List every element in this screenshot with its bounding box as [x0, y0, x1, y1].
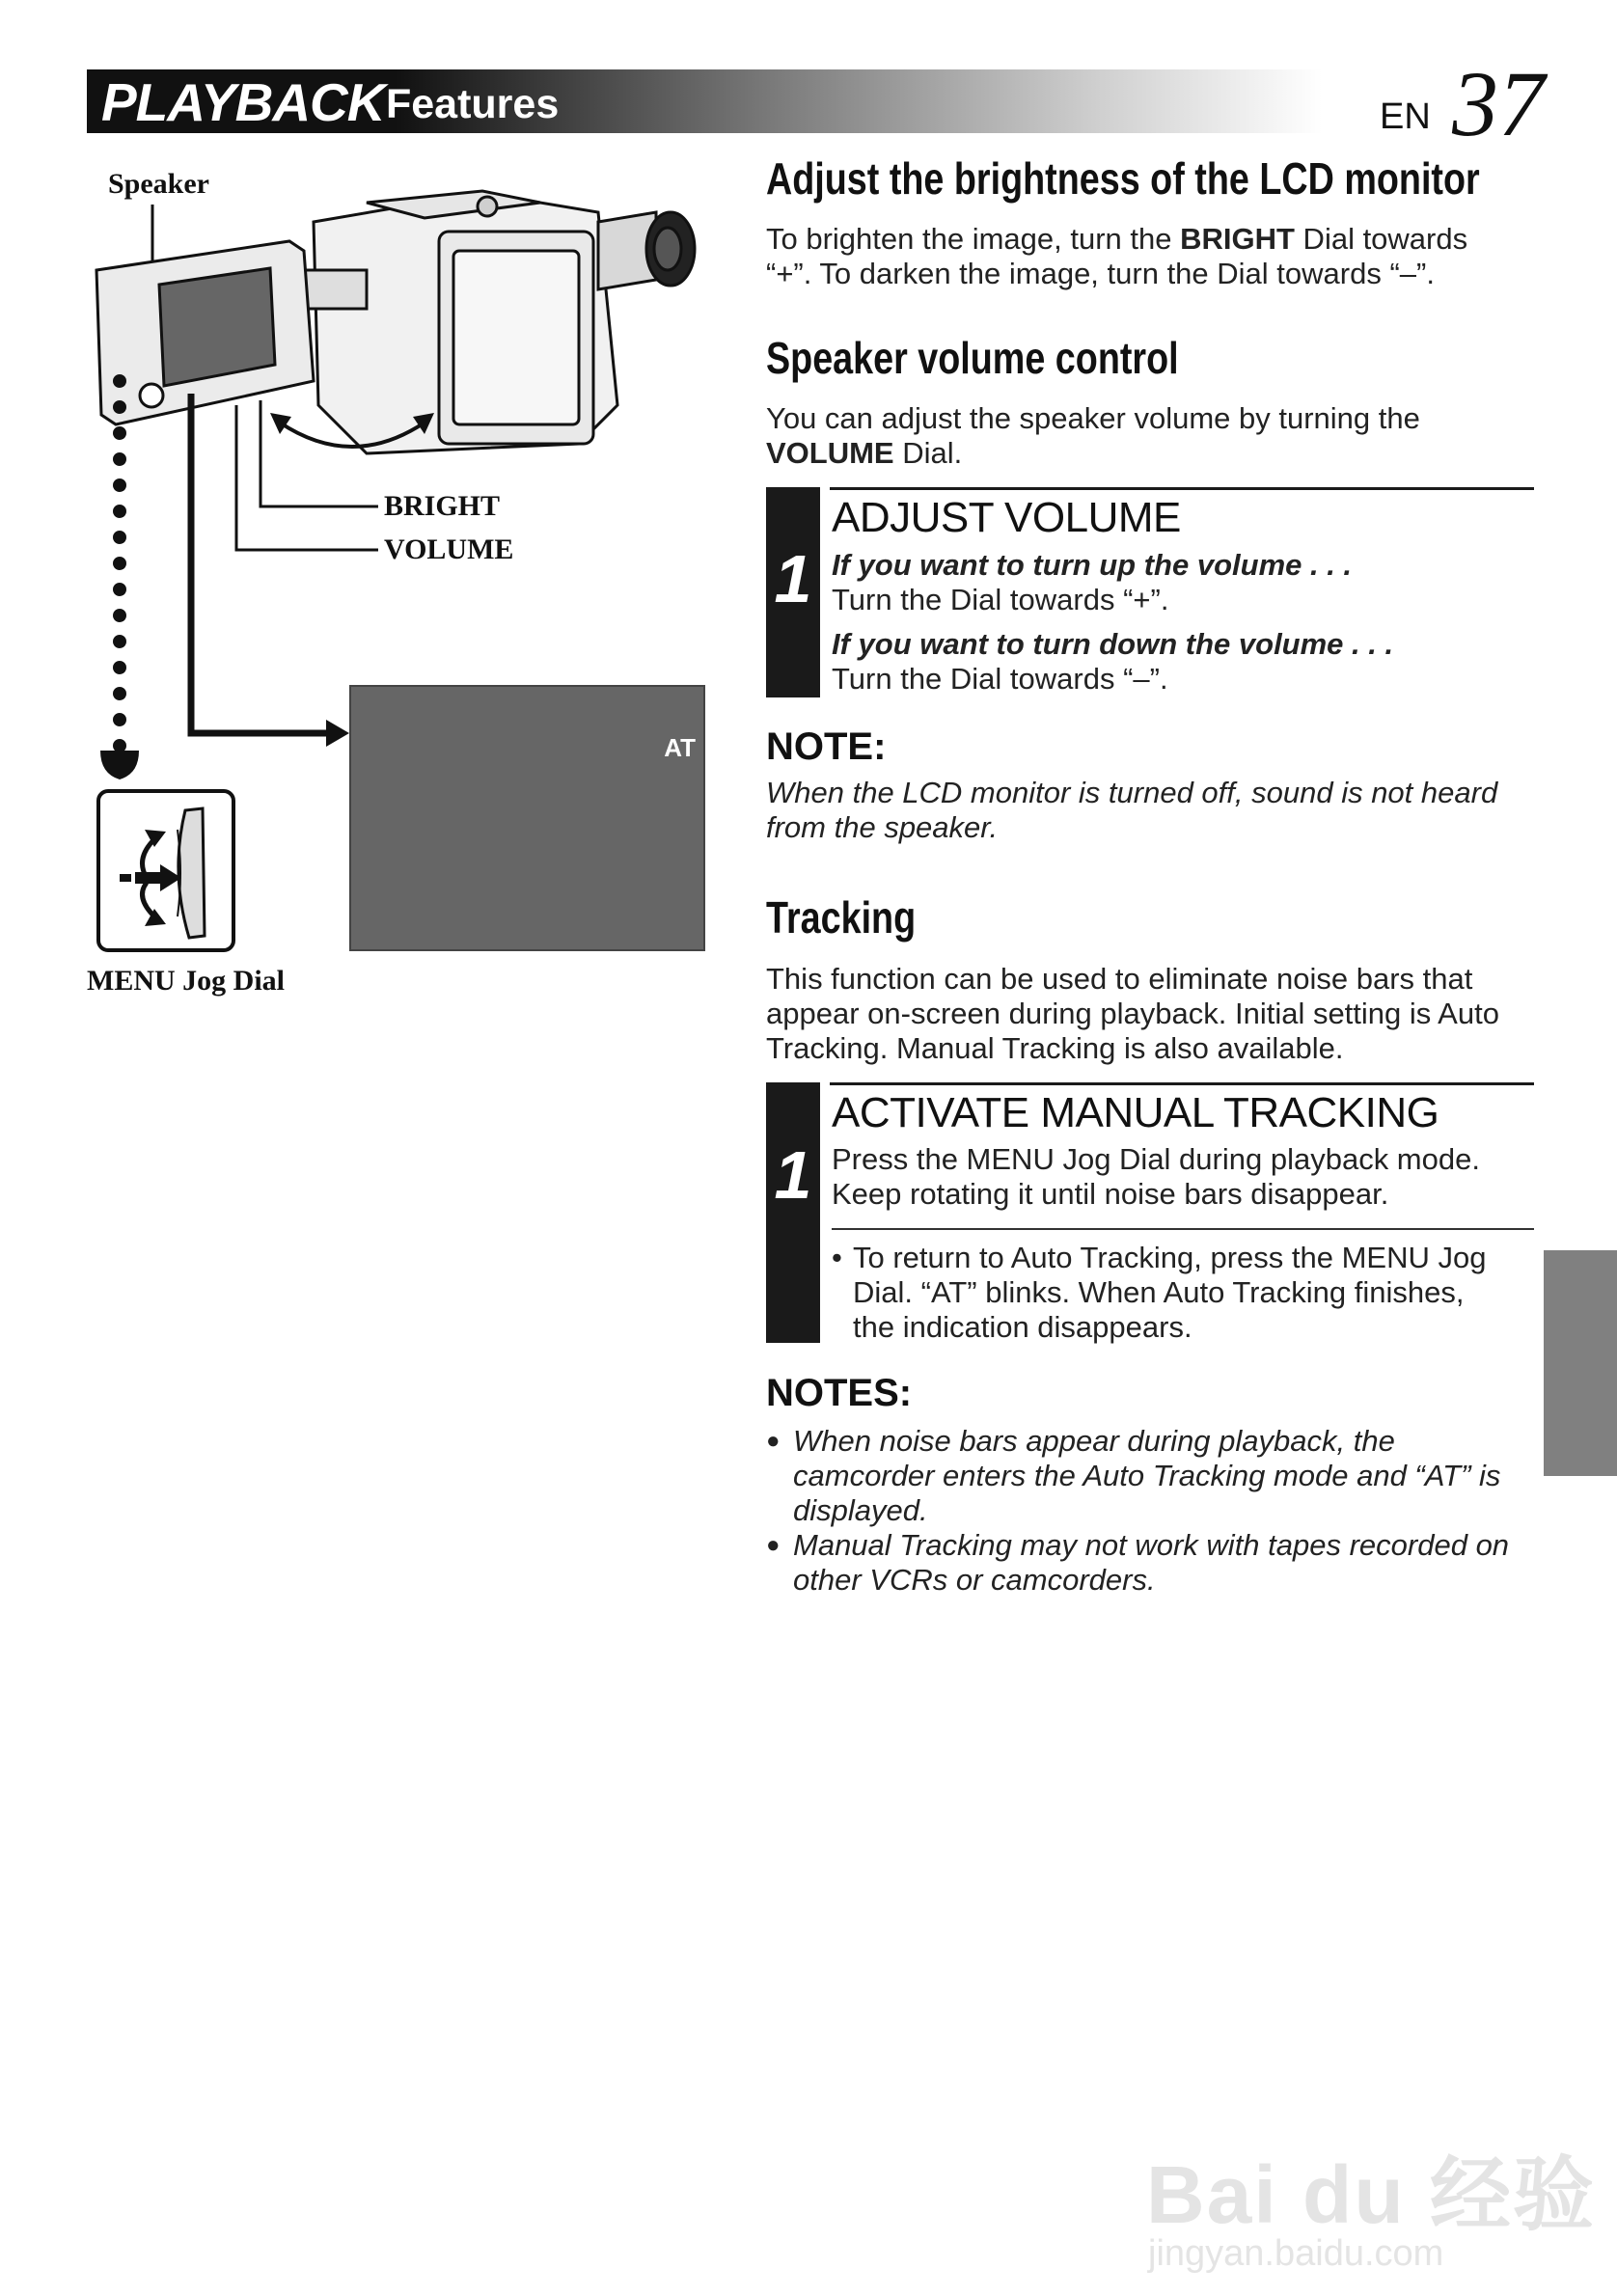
brightness-heading: Adjust the brightness of the LCD monitor [766, 153, 1480, 204]
adjust-volume-instructions: If you want to turn up the volume . . . Turn the Dial towards “+”. If you want to turn down the volume . . . Turn the Dial towards “–”. [832, 548, 1394, 696]
manual-tracking-title: ACTIVATE MANUAL TRACKING [832, 1089, 1439, 1136]
bright-label: BRIGHT [384, 490, 501, 522]
adjust-volume-title: ADJUST VOLUME [832, 494, 1181, 541]
speaker-label: Speaker [108, 168, 209, 200]
baidu-watermark: Bai du 经验 [1146, 2149, 1597, 2240]
list-item: ● When noise bars appear during playback, the camcorder enters the Auto Tracking mode and “AT” is displayed. [766, 1424, 1501, 1527]
volume-label: VOLUME [384, 533, 514, 565]
watermark-url: jingyan.baidu.com [1148, 2233, 1444, 2274]
side-tab [1544, 1250, 1617, 1476]
speaker-heading: Speaker volume control [766, 333, 1179, 383]
dotted-path [113, 374, 126, 752]
tracking-heading: Tracking [766, 892, 917, 943]
section-subtitle: Features [386, 81, 560, 127]
brightness-text: To brighten the image, turn the BRIGHT Dial towards “+”. To darken the image, turn the Dial towards “–”. [766, 222, 1468, 290]
speaker-text: You can adjust the speaker volume by turning the VOLUME Dial. [766, 401, 1420, 470]
tracking-text: This function can be used to eliminate noise bars that appear on-screen during playback. Initial setting is Auto Tracking. Manual Tracking is also available. [766, 962, 1499, 1065]
at-indicator: AT [664, 733, 696, 762]
step-number: 1 [774, 541, 812, 616]
list-item: ● Manual Tracking may not work with tapes recorded on other VCRs or camcorders. [766, 1528, 1510, 1597]
lcd-panel [96, 241, 314, 424]
notes-heading: NOTES: [766, 1372, 913, 1414]
manual-tracking-subnote: • To return to Auto Tracking, press the MENU Jog Dial. “AT” blinks. When Auto Tracking finishes, the indication disappears. [832, 1241, 1487, 1344]
camcorder-body [314, 191, 695, 453]
note-heading: NOTE: [766, 725, 887, 768]
manual-tracking-instructions: Press the MENU Jog Dial during playback mode. Keep rotating it until noise bars disappear. [832, 1142, 1480, 1211]
notes-list [766, 1424, 1538, 1598]
page-number: 37 [1452, 52, 1545, 155]
divider [832, 1228, 1534, 1230]
jog-dial-icon [98, 791, 233, 950]
language-code: EN [1380, 96, 1431, 137]
step-rule [830, 1082, 1534, 1085]
note-text: When the LCD monitor is turned off, sound is not heard from the speaker. [766, 776, 1498, 844]
menu-jog-dial-label: MENU Jog Dial [87, 965, 285, 997]
step-number: 1 [774, 1137, 812, 1213]
lcd-screen-display [349, 685, 705, 951]
step-rule [830, 487, 1534, 490]
section-title: PLAYBACK [101, 72, 385, 132]
